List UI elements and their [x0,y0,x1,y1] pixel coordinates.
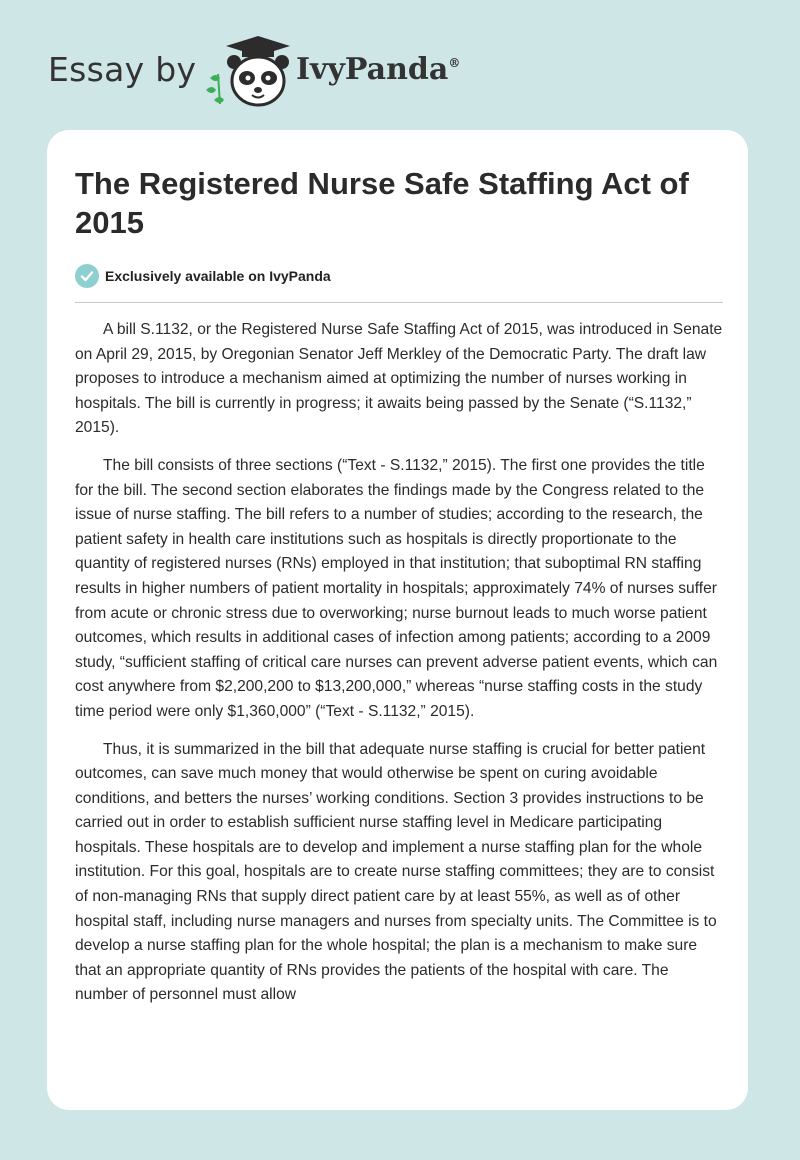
page-title: The Registered Nurse Safe Staffing Act of 2015 [75,166,689,240]
paragraph: A bill S.1132, or the Registered Nurse Safe Staffing Act of 2015, was introduced in Senate on April 29, 2015, by Oregonian Senator Jeff Merkley of the Democratic Party. The draft law proposes to introduce a mechanism aimed at optimizing the number of nurses working in hospitals. The bill is currently in progress; it awaits being passed by the Senate (“S.1132,” 2015). [75,321,723,437]
brand-label: IvyPanda [296,52,449,87]
paragraph: Thus, it is summarized in the bill that adequate nurse staffing is crucial for better patient outcomes, can save much money that would otherwise be spent on curing avoidable conditions, and betters the nurses’ working conditions. Section 3 provides instructions to be carried out in order to establish sufficient nurse staffing level in Medicare participating hospitals. These hospitals are to develop and implement a nurse staffing plan for the whole institution. For this goal, hospitals are to create nurse staffing committees; they are to consist of non-managing RNs that supply direct patient care by at least 55%, as well as of other hospital staff, including nurse managers and nurses from specialty units. The Committee is to develop a nurse staffing plan for the whole hospital; the plan is a mechanism to make sure that an appropriate quantity of RNs provides the patients of the hospital with care. The number of personnel must allow [75,740,717,1004]
panda-graduate-icon[interactable] [200,34,292,110]
exclusive-badge [75,264,331,288]
divider [75,302,723,303]
paragraph: The bill consists of three sections (“Text - S.1132,” 2015). The first one provides the title for the bill. The second section elaborates the findings made by the Congress related to the issue of nurse staffing. The bill refers to a number of studies; according to the research, the patient safety in health care institutions such as hospitals is directly proportionate to the quantity of registered nurses (RNs) employed in that institution; that suboptimal RN staffing results in higher numbers of patient mortality in hospitals; approximately 74% of nurses suffer from acute or chronic stress due to overworking; nurse burnout leads to much worse patient outcomes, which results in additional cases of infection among patients; according to a 2009 study, “sufficient staffing of critical care nurses can prevent adverse patient events, which can cost anywhere from $2,200,200 to $13,200,000,” whereas “nurse staffing costs in the study time period were only $1,360,000” (“Text - S.1132,” 2015). [75,456,718,720]
site-header [0,0,800,120]
badge-label: Exclusively available on IvyPanda [105,268,331,284]
brand-name[interactable] [296,52,460,87]
registered-mark: ® [448,56,461,70]
essay-by-label: Essay by [48,50,197,89]
essay-card [47,130,748,1110]
essay-body [75,318,725,1021]
ivy-leaf-icon [206,74,224,104]
checkmark-icon [75,264,99,288]
